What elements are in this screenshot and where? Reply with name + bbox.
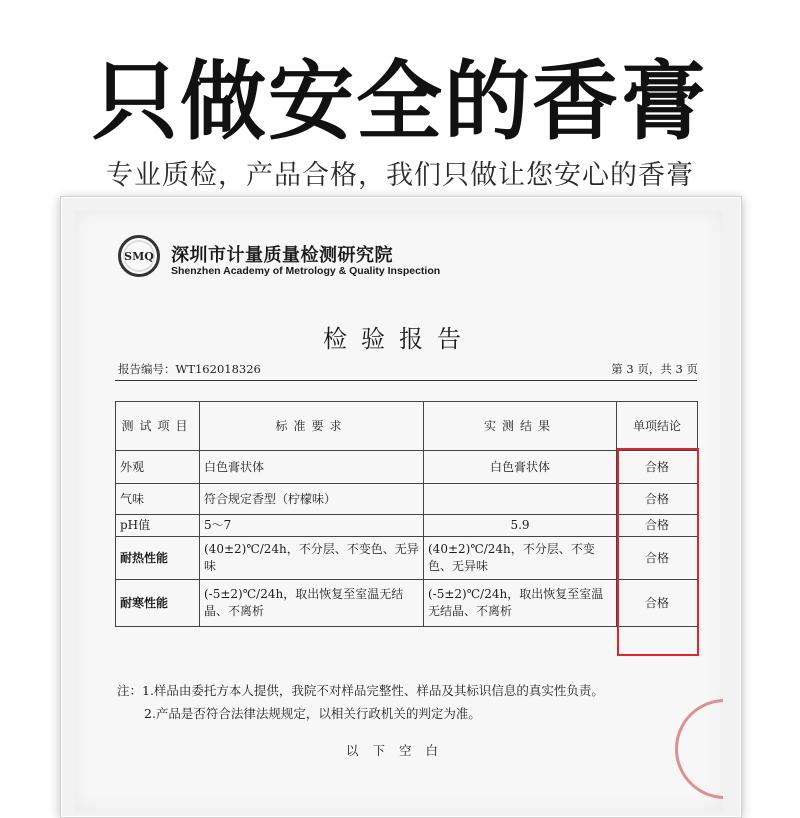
note-line: 注：1.样品由委托方本人提供，我院不对样品完整性、样品及其标识信息的真实性负责。 xyxy=(117,683,604,698)
report-notes xyxy=(117,679,604,725)
result-cell: 5.9 xyxy=(424,515,617,537)
standard-cell: (-5±2)℃/24h，取出恢复至室温无结晶、不离析 xyxy=(200,580,424,627)
header-cell: 标准要求 xyxy=(200,402,424,451)
conclusion-cell: 合格 xyxy=(617,580,698,627)
standard-cell: (40±2)℃/24h，不分层、不变色、无异味 xyxy=(200,537,424,580)
item-cell: 耐寒性能 xyxy=(116,580,200,627)
result-cell: (40±2)℃/24h，不分层、不变色、无异味 xyxy=(424,537,617,580)
official-seal xyxy=(675,699,723,799)
standard-cell: 白色膏状体 xyxy=(200,451,424,484)
table-row xyxy=(116,451,698,484)
conclusion-cell: 合格 xyxy=(617,537,698,580)
table-row xyxy=(116,580,698,627)
conclusion-cell: 合格 xyxy=(617,515,698,537)
header-cell: 测试项目 xyxy=(116,402,200,451)
table-header-row xyxy=(116,402,698,451)
smq-logo: SMQ xyxy=(118,235,160,277)
result-cell: (-5±2)℃/24h，取出恢复至室温无结晶、不离析 xyxy=(424,580,617,627)
report-title: 检验报告 xyxy=(323,325,475,353)
item-cell: 耐热性能 xyxy=(116,537,200,580)
institute-name-cn: 深圳市计量质量检测研究院 xyxy=(171,245,393,266)
report-paper xyxy=(75,211,723,811)
conclusion-cell: 合格 xyxy=(617,451,698,484)
result-cell: 白色膏状体 xyxy=(424,451,617,484)
table-row xyxy=(116,537,698,580)
header-divider xyxy=(115,380,697,381)
standard-cell: 5～7 xyxy=(200,515,424,537)
header-cell: 单项结论 xyxy=(617,402,698,451)
header-cell: 实测结果 xyxy=(424,402,617,451)
test-results-table xyxy=(115,401,698,627)
table-row xyxy=(116,484,698,515)
headline: 只做安全的香膏 xyxy=(92,52,708,152)
conclusion-cell: 合格 xyxy=(617,484,698,515)
note-line: 2.产品是否符合法律法规规定，以相关行政机关的判定为准。 xyxy=(144,706,481,721)
institute-name-en: Shenzhen Academy of Metrology & Quality Inspection xyxy=(171,265,441,277)
standard-cell: 符合规定香型（柠檬味） xyxy=(200,484,424,515)
blank-below-marker: 以下空白 xyxy=(345,743,452,758)
result-cell xyxy=(424,484,617,515)
item-cell: 气味 xyxy=(116,484,200,515)
subheadline: 专业质检，产品合格，我们只做让您安心的香膏 xyxy=(106,160,694,191)
report-number: 报告编号：WT162018326 xyxy=(118,362,261,376)
item-cell: 外观 xyxy=(116,451,200,484)
item-cell: pH值 xyxy=(116,515,200,537)
page-indicator: 第 3 页，共 3 页 xyxy=(611,362,698,376)
table-row xyxy=(116,515,698,537)
